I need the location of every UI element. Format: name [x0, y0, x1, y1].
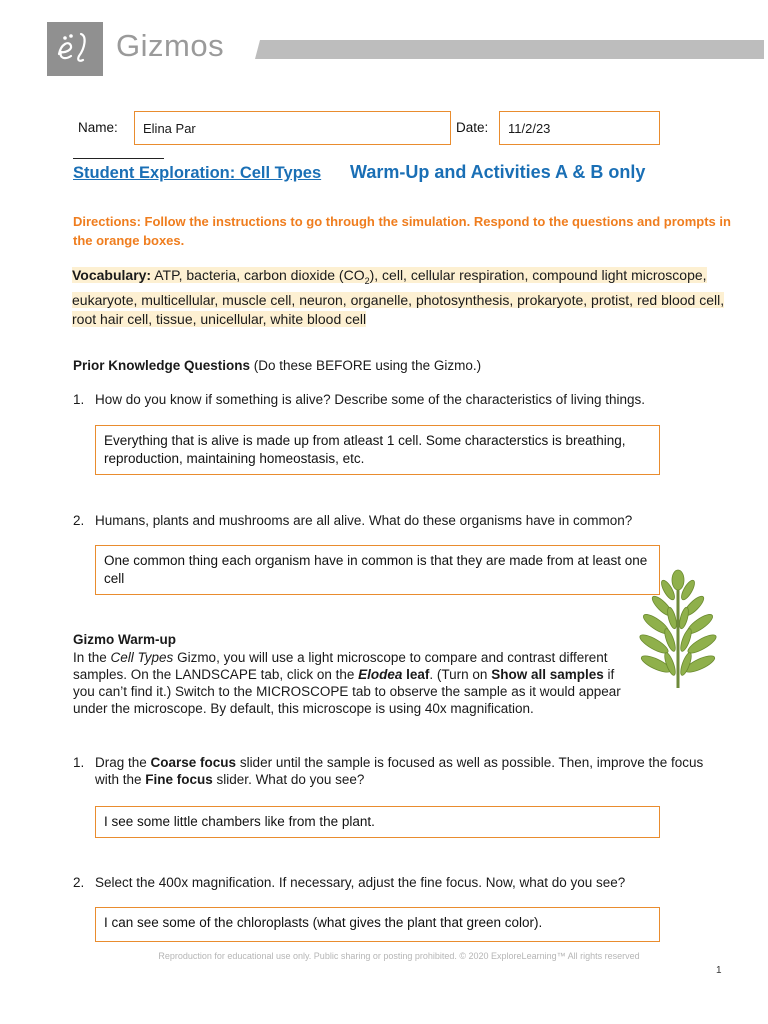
- prior-knowledge-note: (Do these BEFORE using the Gizmo.): [250, 358, 482, 373]
- prior-knowledge-title: Prior Knowledge Questions: [73, 358, 251, 373]
- question-2: [73, 513, 632, 528]
- vocabulary: [72, 266, 732, 329]
- question-number: 2.: [73, 513, 85, 528]
- name-label: Name:: [78, 120, 118, 135]
- gizmos-brand: Gizmos: [116, 28, 225, 63]
- question-text: How do you know if something is alive? Describe some of the characteristics of living things.: [95, 392, 645, 407]
- vocabulary-label: Vocabulary:: [72, 267, 152, 283]
- elodea-plant-image: [630, 568, 726, 690]
- date-field[interactable]: 11/2/23: [499, 111, 660, 145]
- name-field[interactable]: Elina Par: [134, 111, 451, 145]
- title-rule: [73, 158, 164, 159]
- question-1: [73, 392, 645, 407]
- vocabulary-text-rest: ), cell, cellular respiration, compound light microscope, eukaryote, multicellular, muscle cell, neuron, organelle, photosynthesis, prokaryote, protist, red blood cell, root hair cell, tissue, unicellular, white blood cell: [72, 267, 725, 327]
- date-label: Date:: [456, 120, 489, 135]
- explorelearning-logo: [47, 22, 103, 76]
- header-bar: [255, 40, 764, 59]
- page-subtitle: Warm-Up and Activities A & B only: [350, 162, 646, 182]
- warmup-question-2: 2. Select the 400x magnification. If necessary, adjust the fine focus. Now, what do you see?: [73, 875, 626, 890]
- warmup-answer-box-2[interactable]: I can see some of the chloroplasts (what gives the plant that green color).: [95, 907, 660, 942]
- warmup-question-1: 1. Drag the Coarse focus slider until the sample is focused as well as possible. Then, improve the focus with the Fine focus slider. What do you see?: [73, 755, 704, 787]
- vocabulary-subscript: 2: [364, 275, 370, 286]
- warmup-intro: In the Cell Types Gizmo, you will use a light microscope to compare and contrast different samples. On the LANDSCAPE tab, click on the Elodea leaf. (Turn on Show all samples if you can’t find it.) Switch to the MICROSCOPE tab to observe the sample as it would appear under the microscope. By default, this microscope is using 40x magnification.: [73, 650, 621, 716]
- question-number: 1.: [73, 392, 85, 407]
- page-title: Student Exploration: Cell Types: [73, 164, 322, 182]
- el-logo-icon: [47, 22, 103, 76]
- page-number: 1: [716, 965, 722, 976]
- answer-box-2[interactable]: One common thing each organism have in common is that they are made from at least one cell: [95, 545, 660, 595]
- vocabulary-text: ATP, bacteria, carbon dioxide (CO: [151, 267, 365, 283]
- prior-knowledge-heading: [73, 357, 481, 374]
- directions: Directions: Follow the instructions to go through the simulation. Respond to the questions and prompts in the orange boxes.: [73, 214, 731, 248]
- warmup-answer-box-1[interactable]: I see some little chambers like from the plant.: [95, 806, 660, 838]
- warmup-heading: Gizmo Warm-up: [73, 632, 176, 647]
- question-text: Humans, plants and mushrooms are all alive. What do these organisms have in common?: [95, 513, 633, 528]
- footer-copyright: Reproduction for educational use only. Public sharing or posting prohibited. © 2020 ExploreLearning™ All rights reserved: [158, 951, 640, 961]
- answer-box-1[interactable]: Everything that is alive is made up from atleast 1 cell. Some characterstics is breathing, reproduction, maintaining homeostasis, etc.: [95, 425, 660, 475]
